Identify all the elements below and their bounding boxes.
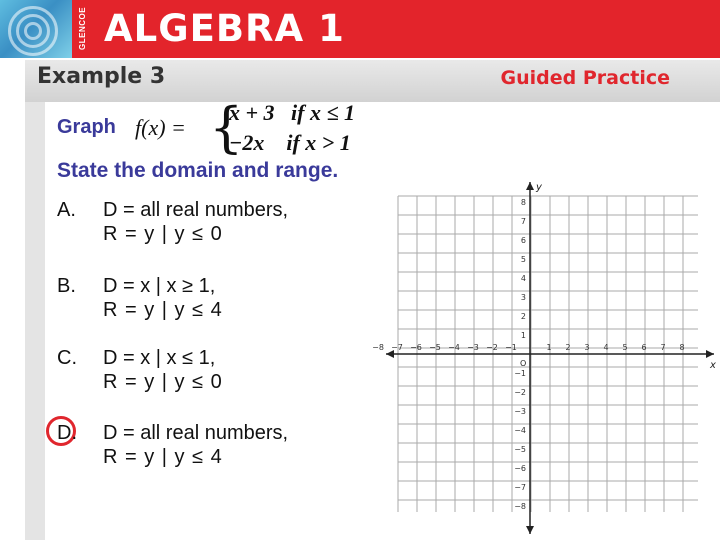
book-title: ALGEBRA 1 (104, 7, 345, 50)
publisher-name: GLENCOE (78, 6, 87, 50)
y-axis-arrow-down (526, 526, 534, 534)
x-tick-label: 8 (679, 343, 685, 352)
y-tick-label: 6 (520, 236, 526, 245)
choice-domain: D = all real numbers, (103, 422, 289, 444)
y-tick-label: −4 (514, 426, 526, 435)
choice-range: R = y | y ≤ 4 (103, 299, 223, 321)
y-tick-label: −7 (514, 483, 526, 492)
x-tick-label: 1 (546, 343, 552, 352)
x-tick-label: 6 (641, 343, 647, 352)
y-tick-label: 4 (520, 274, 526, 283)
choice-letter: C. (57, 347, 77, 369)
choice-letter: D. (57, 422, 77, 444)
piecewise-brace: { (209, 96, 244, 159)
piece-1: x + 3 if x ≤ 1 (229, 100, 356, 125)
y-tick-label: 2 (520, 312, 526, 321)
x-tick-label: −4 (448, 343, 460, 352)
x-tick-label: −3 (467, 343, 479, 352)
graph-word: Graph (57, 116, 116, 138)
choice-range: R = y | y ≤ 0 (103, 371, 223, 393)
x-tick-label: 4 (603, 343, 609, 352)
x-tick-label: −5 (429, 343, 441, 352)
x-tick-label: 2 (565, 343, 571, 352)
y-tick-label: 1 (520, 331, 526, 340)
left-margin-bar (25, 102, 45, 540)
glencoe-logo (0, 0, 72, 58)
y-tick-label: 3 (520, 293, 526, 302)
y-tick-label: −3 (514, 407, 526, 416)
x-tick-label: −8 (372, 343, 384, 352)
x-tick-label: 3 (584, 343, 590, 352)
y-tick-label: 8 (520, 198, 526, 207)
choice-domain: D = all real numbers, (103, 199, 289, 221)
x-tick-label: −2 (486, 343, 498, 352)
x-tick-label: 5 (622, 343, 628, 352)
coordinate-plane (372, 178, 720, 540)
coordinate-grid (372, 178, 720, 540)
header-banner (0, 0, 720, 58)
choice-domain: D = x | x ≥ 1, (103, 275, 216, 297)
x-axis-label: x (710, 360, 716, 371)
piece-2: −2x if x > 1 (229, 130, 351, 155)
example-label: Example 3 (37, 64, 166, 89)
y-tick-label: −5 (514, 445, 526, 454)
y-tick-label: −8 (514, 502, 526, 511)
x-tick-label: −7 (391, 343, 403, 352)
choice-letter: A. (57, 199, 76, 221)
x-tick-label: −1 (505, 343, 517, 352)
x-tick-label: −6 (410, 343, 422, 352)
y-tick-label: −2 (514, 388, 526, 397)
choice-range: R = y | y ≤ 4 (103, 446, 223, 468)
x-axis-arrow-right (706, 350, 714, 358)
choice-domain: D = x | x ≤ 1, (103, 347, 216, 369)
y-tick-label: −1 (514, 369, 526, 378)
y-axis-label: y (536, 182, 542, 193)
function-name: f(x) = (135, 115, 186, 140)
origin-label: O (520, 359, 527, 368)
y-tick-label: 5 (520, 255, 526, 264)
choice-range: R = y | y ≤ 0 (103, 223, 223, 245)
instruction-text: State the domain and range. (57, 159, 339, 182)
choice-letter: B. (57, 275, 76, 297)
guided-practice-label: Guided Practice (500, 67, 670, 89)
y-axis-arrow-up (526, 182, 534, 190)
y-tick-label: 7 (520, 217, 526, 226)
y-tick-label: −6 (514, 464, 526, 473)
x-tick-label: 7 (660, 343, 666, 352)
